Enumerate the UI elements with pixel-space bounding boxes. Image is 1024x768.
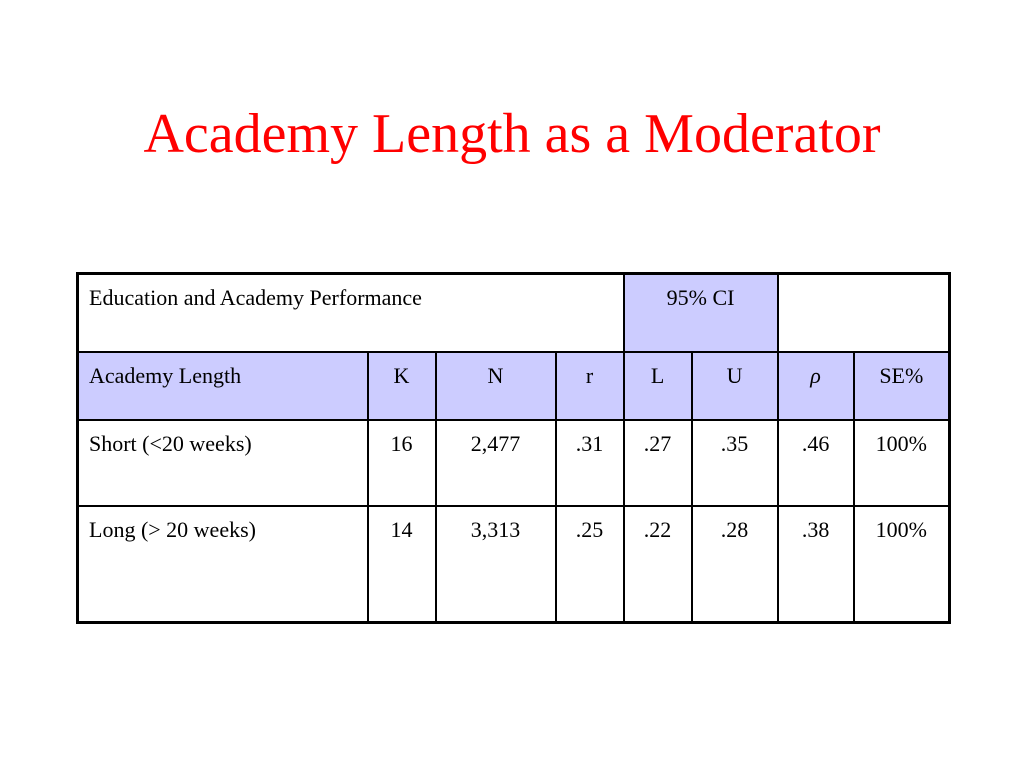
r-cell: .25 bbox=[556, 506, 624, 623]
u-cell: .28 bbox=[692, 506, 778, 623]
column-header-rho: ρ bbox=[778, 352, 854, 420]
row-label-cell: Short (<20 weeks) bbox=[78, 420, 368, 506]
se-percent-cell: 100% bbox=[854, 506, 950, 623]
u-cell: .35 bbox=[692, 420, 778, 506]
empty-header-cell bbox=[778, 274, 950, 353]
n-cell: 2,477 bbox=[436, 420, 556, 506]
r-cell: .31 bbox=[556, 420, 624, 506]
slide-title: Academy Length as a Moderator bbox=[143, 103, 881, 165]
k-cell: 16 bbox=[368, 420, 436, 506]
k-cell: 14 bbox=[368, 506, 436, 623]
column-header-se-percent: SE% bbox=[854, 352, 950, 420]
column-header-n: N bbox=[436, 352, 556, 420]
table-row bbox=[78, 506, 950, 623]
ci-header-cell: 95% CI bbox=[624, 274, 778, 353]
l-cell: .27 bbox=[624, 420, 692, 506]
column-header-u: U bbox=[692, 352, 778, 420]
column-header-r: r bbox=[556, 352, 624, 420]
column-header-academy-length: Academy Length bbox=[78, 352, 368, 420]
table-row bbox=[78, 420, 950, 506]
table-column-header-row bbox=[78, 352, 950, 420]
group-header-cell: Education and Academy Performance bbox=[78, 274, 624, 353]
n-cell: 3,313 bbox=[436, 506, 556, 623]
column-header-l: L bbox=[624, 352, 692, 420]
column-header-k: K bbox=[368, 352, 436, 420]
table-group-header-row bbox=[78, 274, 950, 353]
rho-cell: .46 bbox=[778, 420, 854, 506]
se-percent-cell: 100% bbox=[854, 420, 950, 506]
row-label-cell: Long (> 20 weeks) bbox=[78, 506, 368, 623]
l-cell: .22 bbox=[624, 506, 692, 623]
rho-cell: .38 bbox=[778, 506, 854, 623]
results-table bbox=[76, 272, 951, 624]
